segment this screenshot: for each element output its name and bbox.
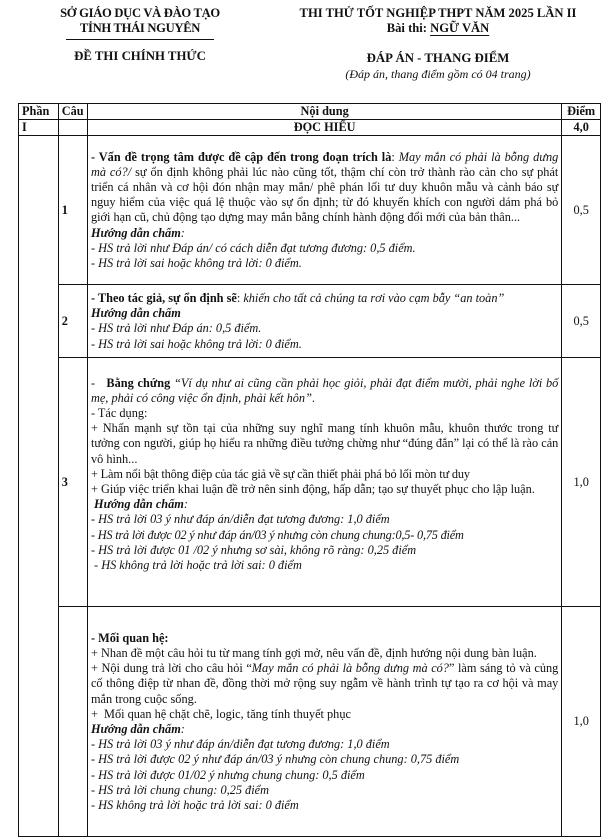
answer-content [87,358,561,607]
table-row [19,607,601,837]
effect-item: + Nhấn mạnh sự tồn tại của những suy nghĩ mang tính khuôn mẫu, khuôn thước trong tư tưởng con người, giúp họ hiểu ra những điều tưởng chừng như “đúng đắn” lại có thể là rào cản vô hình... [90,421,559,466]
answer-quote: khiến cho tất cả chúng ta rơi vào cạm bẫy “an toàn” [243,291,505,305]
grading-item: - HS trả lời được 02 ý như đáp án/03 ý nhưng còn chung chung:0,5- 0,75 điểm [90,527,464,542]
evidence-text [91,376,558,406]
answer-body: sự ổn định không phải lúc nào cũng tốt, thậm chí còn trở thành rào cản cho sự phát triển cá nhân và cơ hội đón nhận may mắn/ phê phán lối tư duy khuôn mẫu và cảnh báo sự nguy hiểm của việc quá lệ thuộc vào sự ổn định; từ đó khuyến khích con người dám phá bỏ giới hạn cũ, chủ động tạo dựng may mắn bằng chính hành động đổi mới của bản thân... [90,164,559,225]
subject-label: Bài thi: [386,21,431,35]
subject-line [268,21,608,36]
relation-point: + Mối quan hệ chặt chẽ, logic, tăng tính thuyết phục [90,706,351,721]
question-score: 0,5 [562,285,601,358]
relation-point-suffix: ” làm sáng tỏ và củng cố thông điệp từ nhan đề, đồng thời mở rộng suy ngẫm về hành trình tự tạo ra cơ hội và may mắn trong cuộc sống. [90,661,559,706]
answer-colon: : [391,149,399,164]
relation-point [91,661,558,707]
evidence-bullet: - [90,375,107,390]
grading-guide-colon: : [180,225,185,240]
question-number [58,607,87,837]
grading-item: - HS trả lời như Đáp án: 0,5 điểm. [90,321,262,336]
question-score: 0,5 [562,136,601,285]
grading-item: - HS trả lời 03 ý như đáp án/diễn đạt tương đương: 1,0 điểm [90,512,390,527]
grading-item: - HS không trả lời hoặc trả lời sai: 0 điểm [90,558,302,573]
relation-point-prefix: + Nội dung trả lời cho câu hỏi “ [90,661,252,676]
grading-guide-heading [91,226,558,241]
answer-content [87,136,561,285]
table-row [19,136,601,285]
grading-guide-colon: : [183,497,188,512]
grading-guide-title: Hướng dẫn chấm [90,497,184,512]
answer-text [91,291,504,305]
column-header-part: Phần [19,104,59,120]
grading-guide-heading [91,722,558,737]
grading-guide-title: Hướng dẫn chấm [90,306,181,321]
grading-item: - HS không trả lời hoặc trả lời sai: 0 điểm [90,797,299,812]
question-score: 1,0 [562,607,601,837]
question-score: 1,0 [562,358,601,607]
issuer-header [30,6,250,64]
answer-lead: - Theo tác giả, sự ổn định sẽ [90,291,237,305]
section-row [19,120,601,136]
question-number: 3 [58,358,87,607]
relation-point: + Nhan đề một câu hỏi tu từ mang tính gợi mở, nêu vấn đề, định hướng nội dung bàn luận. [90,645,537,660]
answer-key-title: ĐÁP ÁN - THANG ĐIỂM [366,51,510,65]
header-divider [66,39,214,40]
answer-colon: : [236,291,244,305]
department-name: SỞ GIÁO DỤC VÀ ĐÀO TẠO [60,6,220,20]
subject-value: NGỮ VĂN [430,21,490,35]
evidence-end: . [311,390,315,405]
table-row [19,285,601,358]
question-number: 2 [58,285,87,358]
grading-item: - HS trả lời sai hoặc không trả lời: 0 điểm. [90,336,302,351]
answer-content [87,285,561,358]
question-number: 1 [58,136,87,285]
evidence-label: Bằng chứng [106,375,171,390]
grading-item: - HS trả lời như Đáp án/ có cách diễn đạt tương đương: 0,5 điểm. [90,240,416,255]
table-header-row [19,104,601,120]
answer-lead: - Vấn đề trọng tâm được đề cập đến trong đoạn trích là [90,149,392,164]
spacer [91,573,558,589]
grading-item: - HS trả lời được 01/02 ý nhưng chung chung: 0,5 điểm [90,767,365,782]
evidence-quote: “Ví dụ như ai cũng cần phải học giỏi, phải đạt điểm mười, phải nghe lời bố mẹ, phải có công việc ổn định, phải kết hôn” [90,375,559,405]
answer-quote: May mắn có phải là bỗng dưng mà có?/ [90,149,559,179]
section-title: ĐỌC HIỂU [87,120,561,136]
answer-key-note: (Đáp án, thang điểm gồm có 04 trang) [345,67,531,81]
effect-label: - Tác dụng: [90,405,148,420]
part-cell [19,136,59,837]
exam-title: THI THỬ TỐT NGHIỆP THPT NĂM 2025 LẦN II [299,6,577,20]
section-part: I [19,120,59,136]
relation-point-quote: May mắn có phải là bỗng dưng mà có? [251,661,449,676]
grading-guide-title: Hướng dẫn chấm [90,721,181,736]
grading-guide-title: Hướng dẫn chấm [90,225,181,240]
section-score: 4,0 [562,120,601,136]
answer-text [91,150,558,225]
grading-guide-heading [91,497,558,512]
answer-table [18,103,601,837]
grading-guide-colon: : [180,721,185,736]
grading-item: - HS trả lời chung chung: 0,25 điểm [90,782,269,797]
grading-item: - HS trả lời 03 ý như đáp án/diễn đạt tương đương: 1,0 điểm [90,737,390,752]
province-name: TỈNH THÁI NGUYÊN [79,21,201,35]
answer-content [87,607,561,837]
column-header-score: Điểm [562,104,601,120]
grading-item: - HS trả lời được 02 ý như đáp án/03 ý nhưng còn chung chung: 0,75 điểm [90,752,460,767]
grading-item: - HS trả lời được 01 /02 ý nhưng sơ sài, không rõ ràng: 0,25 điểm [90,542,417,557]
effect-item: + Giúp việc triển khai luận đề trở nên sinh động, hấp dẫn; tạo sự thuyết phục cho lập luận. [90,482,535,496]
effect-item: + Làm nổi bật thông điệp của tác giả về sự cần thiết phải phá bỏ lối mòn tư duy [90,466,470,481]
exam-header [268,6,608,82]
relation-label: - Mối quan hệ: [90,630,169,645]
official-exam-label: ĐỀ THI CHÍNH THỨC [74,49,206,63]
section-question-empty [58,120,87,136]
column-header-content: Nội dung [87,104,561,120]
table-row [19,358,601,607]
column-header-question: Câu [58,104,87,120]
grading-item: - HS trả lời sai hoặc không trả lời: 0 điểm. [90,256,302,271]
